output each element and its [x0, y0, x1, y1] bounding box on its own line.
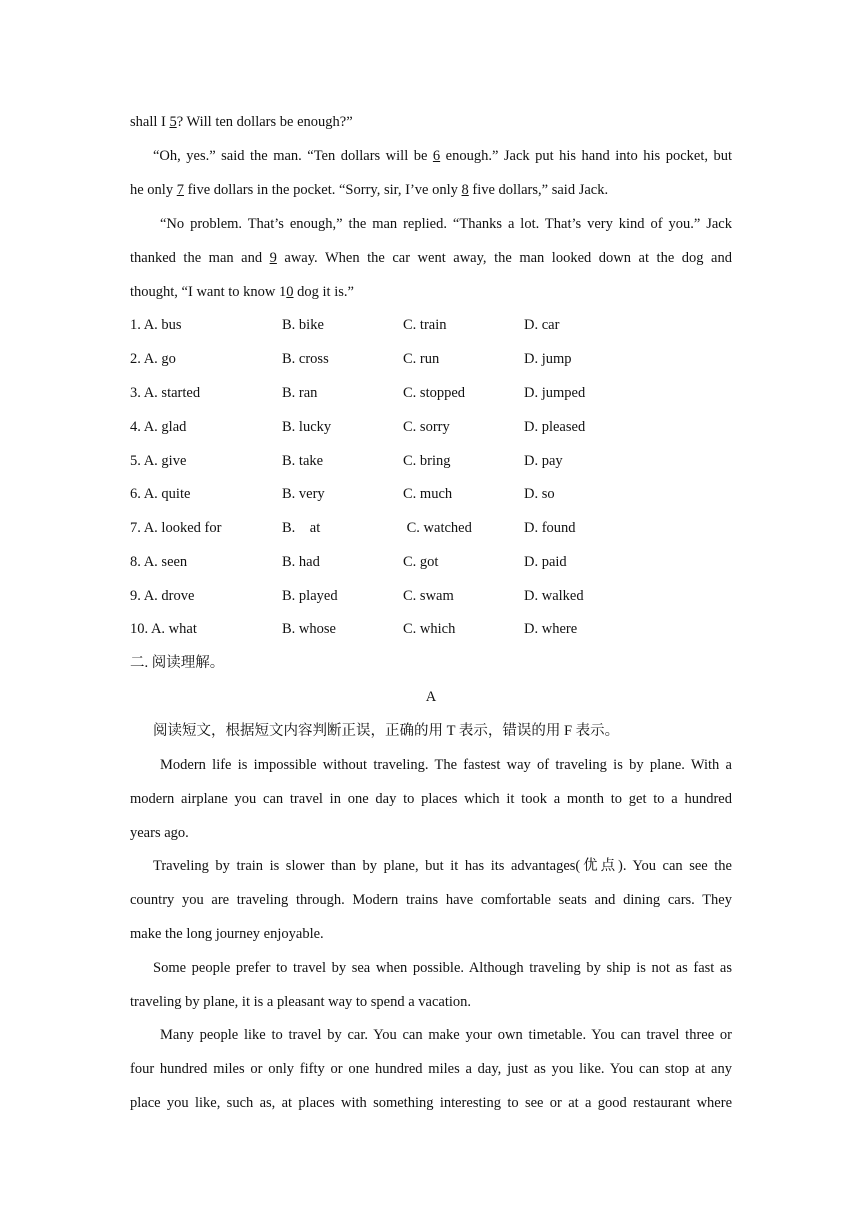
option-d: D. pay — [524, 453, 563, 469]
option-a: 1. A. bus — [130, 317, 182, 333]
option-d: D. walked — [524, 588, 584, 604]
passage-line: make the long journey enjoyable. — [130, 926, 324, 942]
option-a: 9. A. drove — [130, 588, 195, 604]
option-c: C. train — [403, 317, 447, 333]
option-c: C. got — [403, 554, 439, 570]
blank-8: 8 — [461, 182, 469, 198]
option-c: C. swam — [403, 588, 454, 604]
option-c: C. sorry — [403, 419, 450, 435]
passage-line: Many people like to travel by car. You can make your own timetable. You can travel three or — [160, 1027, 732, 1043]
cloze-line-1: shall I 5? Will ten dollars be enough?” — [130, 114, 353, 130]
option-c: C. run — [403, 351, 440, 367]
option-row-1 — [130, 315, 732, 335]
cloze-line-5: thanked the man and 9 away. When the car went away, the man looked down at the dog and — [130, 250, 732, 266]
option-c: C. much — [403, 486, 453, 502]
option-row-6 — [130, 484, 732, 504]
option-d: D. jump — [524, 351, 572, 367]
option-row-8 — [130, 552, 732, 572]
option-b: B. whose — [282, 621, 336, 637]
option-d: D. car — [524, 317, 560, 333]
section-title: 二. 阅读理解。 — [130, 655, 225, 671]
option-a: 2. A. go — [130, 351, 176, 367]
option-a: 10. A. what — [130, 621, 197, 637]
option-a: 3. A. started — [130, 385, 201, 401]
option-d: D. found — [524, 520, 576, 536]
option-d: D. jumped — [524, 385, 586, 401]
blank-6: 6 — [432, 148, 441, 164]
option-a: 8. A. seen — [130, 554, 188, 570]
option-row-2 — [130, 349, 732, 369]
cloze-line-4: “No problem. That’s enough,” the man replied. “Thanks a lot. That’s very kind of you.” Jack — [160, 216, 732, 232]
option-b: B. cross — [282, 351, 329, 367]
option-c: C. which — [403, 621, 456, 637]
passage-line: place you like, such as, at places with something interesting to see or at a good restaurant where — [130, 1095, 732, 1111]
instruction-text: 阅读短文，根据短文内容判断正误，正确的用 T 表示，错误的用 F 表示。 — [153, 723, 620, 739]
passage-line: country you are traveling through. Modern trains have comfortable seats and dining cars. They — [130, 892, 732, 908]
passage-line: Traveling by train is slower than by plane, but it has its advantages(优点). You can see the — [153, 858, 732, 874]
option-b: B. very — [282, 486, 325, 502]
option-a: 4. A. glad — [130, 419, 187, 435]
option-b: B. take — [282, 453, 324, 469]
option-row-9 — [130, 586, 732, 606]
option-d: D. paid — [524, 554, 567, 570]
passage-line: four hundred miles or only fifty or one hundred miles a day, just as you like. You can stop at any — [130, 1061, 732, 1077]
option-b: B. had — [282, 554, 320, 570]
option-d: D. where — [524, 621, 578, 637]
option-c: C. stopped — [403, 385, 466, 401]
option-b: B. at — [282, 520, 321, 536]
cloze-line-6: thought, “I want to know 10 dog it is.” — [130, 284, 354, 300]
option-row-7 — [130, 518, 732, 538]
passage-label: A — [425, 689, 437, 705]
option-d: D. so — [524, 486, 555, 502]
option-a: 6. A. quite — [130, 486, 191, 502]
blank-9: 9 — [269, 250, 277, 266]
option-row-10 — [130, 619, 732, 639]
option-b: B. lucky — [282, 419, 332, 435]
option-b: B. bike — [282, 317, 324, 333]
passage-line: Modern life is impossible without traveling. The fastest way of traveling is by plane. With a — [160, 757, 732, 773]
option-c: C. bring — [403, 453, 451, 469]
option-row-4 — [130, 417, 732, 437]
option-a: 5. A. give — [130, 453, 187, 469]
option-d: D. pleased — [524, 419, 586, 435]
cloze-line-3: he only 7 five dollars in the pocket. “Sorry, sir, I’ve only 8 five dollars,” said Jack. — [130, 182, 609, 198]
blank-7: 7 — [176, 182, 184, 198]
option-c: C. watched — [403, 520, 472, 536]
option-a: 7. A. looked for — [130, 520, 222, 536]
passage-line: modern airplane you can travel in one day to places which it took a month to get to a hundred — [130, 791, 732, 807]
cloze-line-2: “Oh, yes.” said the man. “Ten dollars will be 6 enough.” Jack put his hand into his pocket, but — [153, 148, 732, 164]
passage-line: traveling by plane, it is a pleasant way to spend a vacation. — [130, 994, 472, 1010]
option-b: B. played — [282, 588, 338, 604]
option-row-3 — [130, 383, 732, 403]
option-row-5 — [130, 451, 732, 471]
option-b: B. ran — [282, 385, 318, 401]
blank-10: 0 — [286, 284, 294, 300]
passage-line: years ago. — [130, 825, 189, 841]
passage-line: Some people prefer to travel by sea when possible. Although traveling by ship is not as fast as — [153, 960, 732, 976]
blank-5: 5 — [169, 114, 177, 130]
